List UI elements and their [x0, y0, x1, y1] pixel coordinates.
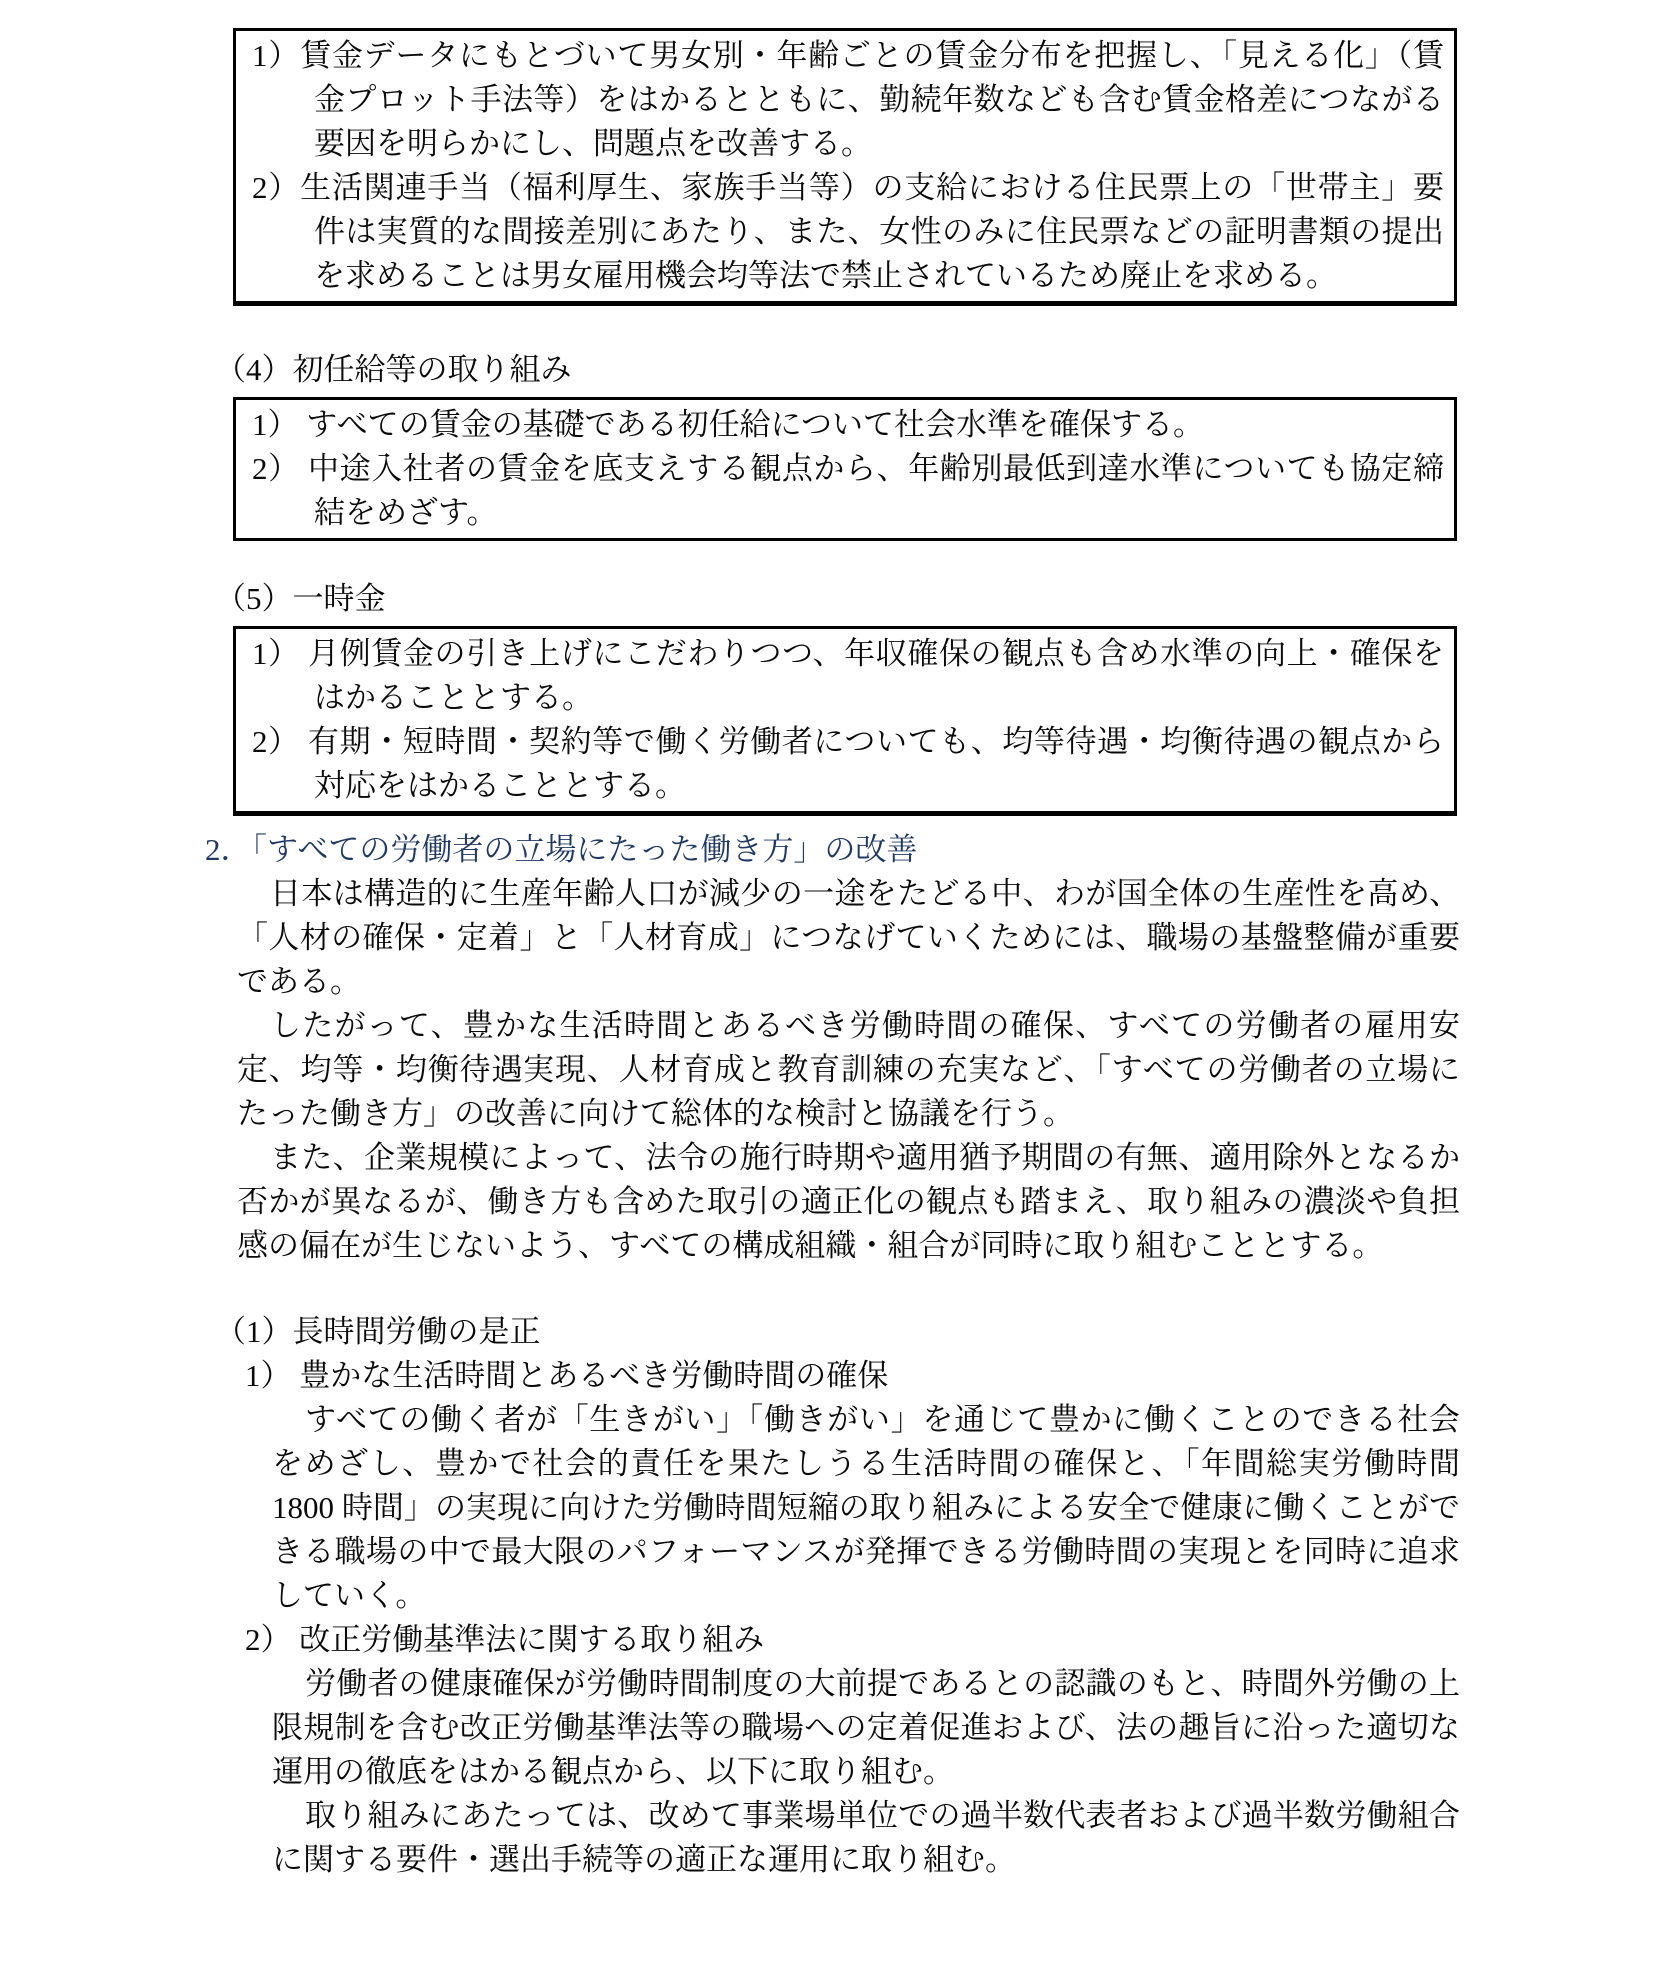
callout-box-initial-salary: [233, 397, 1457, 541]
section-heading-4: （4）初任給等の取り組み: [215, 352, 572, 387]
body-paragraph: また、企業規模によって、法令の施行時期や適用猶予期間の有無、適用除外となるか否かが異なるが、働き方も含めた取引の適正化の観点も踏まえ、取り組みの濃淡や負担感の偏在が生じないよう、すべての構成組織・組合が同時に取り組むこととする。: [237, 1140, 1460, 1263]
sub-item-heading-1: 1） 豊かな生活時間とあるべき労働時間の確保: [245, 1358, 889, 1393]
indented-paragraph: すべての働く者が「生きがい」「働きがい」を通じて豊かに働くことのできる社会をめざし、豊かで社会的責任を果たしうる生活時間の確保と、「年間総実労働時間 1800 時間」の実現に向けた労働時間短縮の取り組みによる安全で健康に働くことができる職場の中で最大限のパフォーマンスが発揮できる労働時間の実現とを同時に追求していく。: [272, 1402, 1460, 1613]
section-heading-5: （5）一時金: [215, 581, 386, 616]
main-section-heading: 2．「すべての労働者の立場にたった働き方」の改善: [205, 832, 918, 867]
box-item: 1） 月例賃金の引き上げにこだわりつつ、年収確保の観点も含め水準の向上・確保をはかることとする。: [252, 636, 1444, 715]
body-paragraph: 日本は構造的に生産年齢人口が減少の一途をたどる中、わが国全体の生産性を高め、「人材の確保・定着」と「人材育成」につなげていくためには、職場の基盤整備が重要である。: [237, 876, 1460, 999]
box-item: 2）生活関連手当（福利厚生、家族手当等）の支給における住民票上の「世帯主」要件は実質的な間接差別にあたり、また、女性のみに住民票などの証明書類の提出を求めることは男女雇用機会均等法で禁止されているため廃止を求める。: [252, 170, 1444, 293]
box-item: 1） すべての賃金の基礎である初任給について社会水準を確保する。: [252, 407, 1205, 442]
callout-box-bonus: [233, 626, 1457, 816]
body-paragraph: したがって、豊かな生活時間とあるべき労働時間の確保、すべての労働者の雇用安定、均等・均衡待遇実現、人材育成と教育訓練の充実など、「すべての労働者の立場にたった働き方」の改善に向けて総体的な検討と協議を行う。: [237, 1008, 1460, 1131]
sub-item-heading-2: 2） 改正労働基準法に関する取り組み: [245, 1622, 765, 1657]
box-item: 2） 中途入社者の賃金を底支えする観点から、年齢別最低到達水準についても協定締結をめざす。: [252, 451, 1444, 530]
indented-paragraph: 取り組みにあたっては、改めて事業場単位での過半数代表者および過半数労働組合に関する要件・選出手続等の適正な運用に取り組む。: [272, 1798, 1460, 1877]
indented-paragraph: 労働者の健康確保が労働時間制度の大前提であるとの認識のもと、時間外労働の上限規制を含む改正労働基準法等の職場への定着促進および、法の趣旨に沿った適切な運用の徹底をはかる観点から、以下に取り組む。: [272, 1666, 1460, 1789]
box-item: 2） 有期・短時間・契約等で働く労働者についても、均等待遇・均衡待遇の観点から対応をはかることとする。: [252, 724, 1444, 803]
callout-box-wage-data: [233, 28, 1457, 306]
box-item: 1）賃金データにもとづいて男女別・年齢ごとの賃金分布を把握し、「見える化」（賃金プロット手法等）をはかるとともに、勤続年数なども含む賃金格差につながる要因を明らかにし、問題点を改善する。: [252, 38, 1444, 161]
subsection-heading-1: （1）長時間労働の是正: [215, 1314, 541, 1349]
